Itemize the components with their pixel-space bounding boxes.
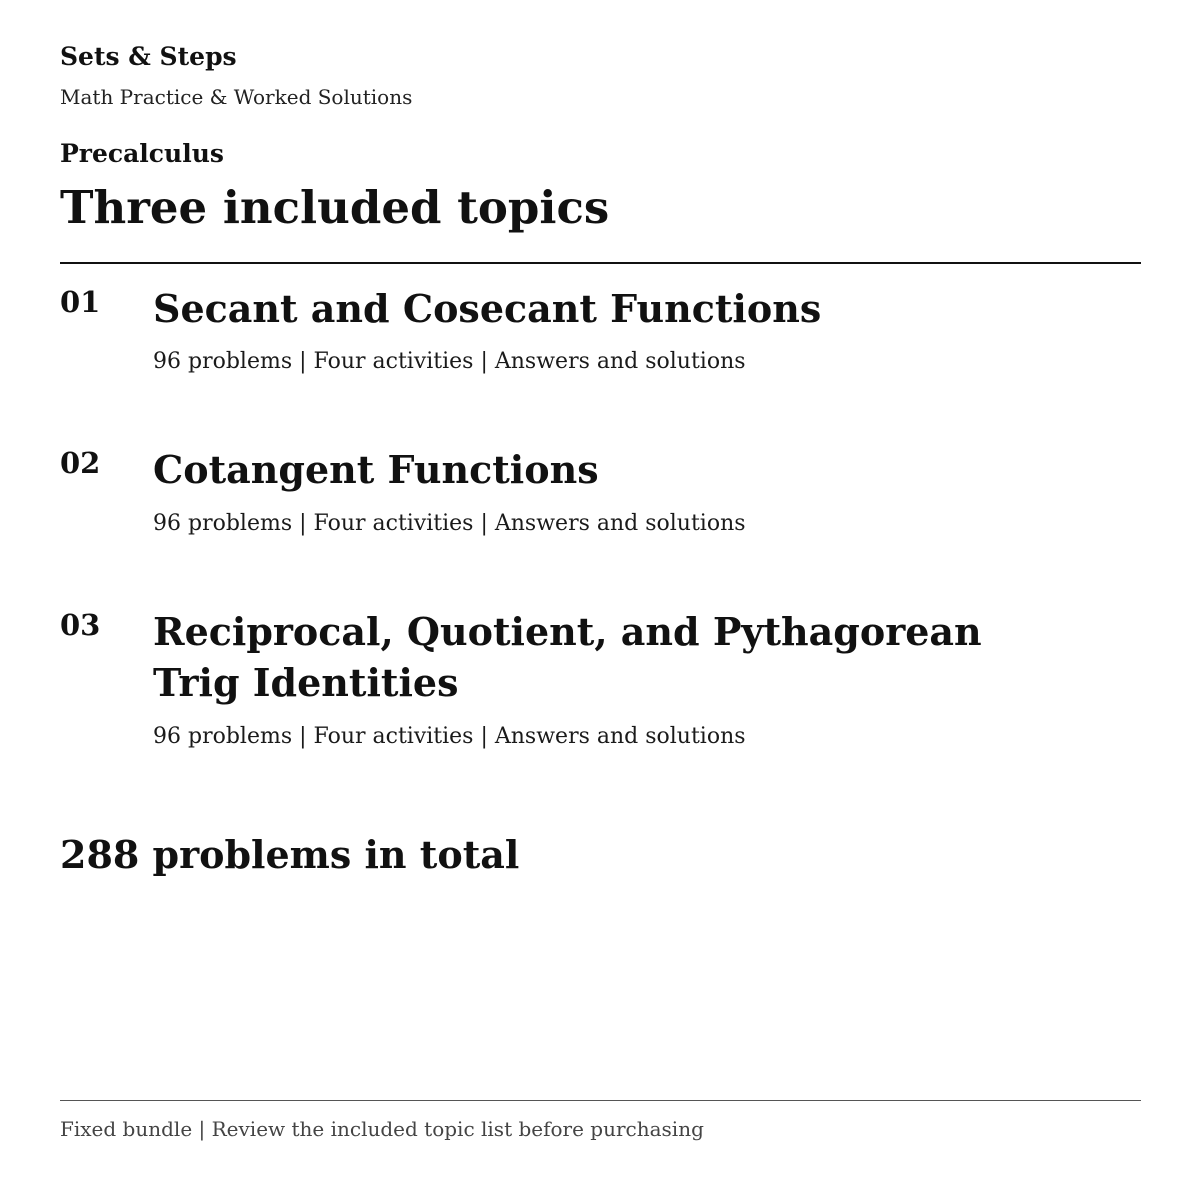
page-title: Three included topics [60,181,610,234]
brand-tagline: Math Practice & Worked Solutions [60,85,413,109]
bundle-page [60,0,1141,1200]
topic-meta: 96 problems | Four activities | Answers and solutions [153,724,746,749]
topic-title: Secant and Cosecant Functions [153,286,822,331]
top-divider [60,262,1141,264]
topic-title: Cotangent Functions [153,447,599,492]
topic-meta: 96 problems | Four activities | Answers and solutions [153,511,746,536]
footer-note: Fixed bundle | Review the included topic list before purchasing [60,1117,704,1141]
topic-number: 03 [60,608,101,642]
topic-number: 02 [60,446,101,480]
topic-number: 01 [60,285,101,319]
topic-title: Reciprocal, Quotient, and Pythagorean Trig Identities [153,609,982,705]
bottom-divider [60,1100,1141,1101]
total-problems: 288 problems in total [60,832,520,877]
brand-name: Sets & Steps [60,42,237,71]
topic-meta: 96 problems | Four activities | Answers and solutions [153,349,746,374]
subject-label: Precalculus [60,139,224,168]
